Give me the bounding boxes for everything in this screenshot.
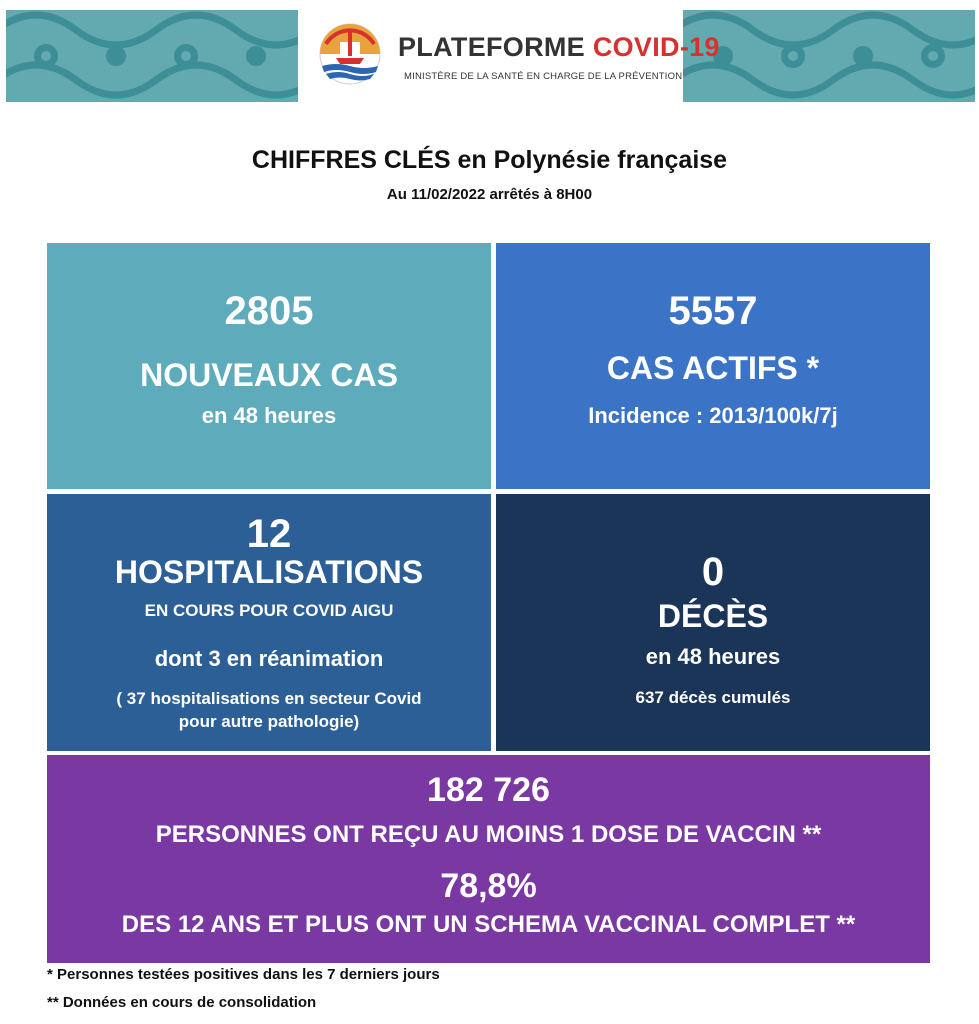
- active-cases-value: 5557: [668, 289, 758, 333]
- polynesian-pattern-left: [6, 10, 298, 102]
- icu-count: dont 3 en réanimation: [154, 646, 384, 671]
- hospitalisations-card: [47, 494, 491, 751]
- hospitalisations-value: 12: [246, 512, 292, 556]
- active-cases-label: CAS ACTIFS *: [606, 350, 820, 386]
- hospitalisations-label: HOSPITALISATIONS: [114, 554, 424, 590]
- hospitalisations-detail: EN COURS POUR COVID AIGU: [144, 601, 394, 620]
- new-cases-card: [47, 243, 491, 489]
- vaccinated-count: 182 726: [427, 771, 550, 809]
- footnote-positive-tests: * Personnes testées positives dans les 7 derniers jours: [47, 966, 440, 983]
- deaths-period: en 48 heures: [645, 644, 781, 669]
- deaths-label: DÉCÈS: [657, 598, 769, 634]
- full-vaccination-rate: 78,8%: [440, 867, 537, 905]
- full-vaccination-label: DES 12 ANS ET PLUS ONT UN SCHEMA VACCINAL COMPLET **: [121, 911, 856, 938]
- deaths-cumulative: 637 décès cumulés: [635, 688, 791, 707]
- hospitalisations-note-line1: ( 37 hospitalisations en secteur Covid: [116, 689, 422, 708]
- page-title: CHIFFRES CLÉS en Polynésie française: [251, 146, 728, 174]
- header: [0, 0, 979, 112]
- vaccinated-label: PERSONNES ONT REÇU AU MOINS 1 DOSE DE VACCIN **: [155, 821, 822, 848]
- new-cases-label: NOUVEAUX CAS: [140, 357, 398, 393]
- ministry-name: MINISTÈRE DE LA SANTÉ EN CHARGE DE LA PRÉVENTION: [404, 71, 683, 82]
- hospitalisations-note-line2: pour autre pathologie): [178, 712, 360, 731]
- active-cases-card: [496, 243, 930, 489]
- french-polynesia-emblem-icon: [318, 22, 382, 86]
- brand-part-1: PLATEFORME: [398, 32, 585, 62]
- polynesian-pattern-right: [683, 10, 975, 102]
- page-subtitle: Au 11/02/2022 arrêtés à 8H00: [386, 186, 593, 203]
- new-cases-value: 2805: [224, 289, 314, 333]
- brand-part-2: COVID-19: [592, 32, 720, 62]
- vaccination-card: [47, 755, 930, 963]
- incidence-rate: Incidence : 2013/100k/7j: [588, 403, 838, 428]
- deaths-value: 0: [701, 550, 725, 594]
- deaths-card: [496, 494, 930, 751]
- brand-title: [398, 32, 720, 63]
- footnote-consolidation: ** Données en cours de consolidation: [47, 994, 317, 1011]
- new-cases-period: en 48 heures: [201, 403, 337, 428]
